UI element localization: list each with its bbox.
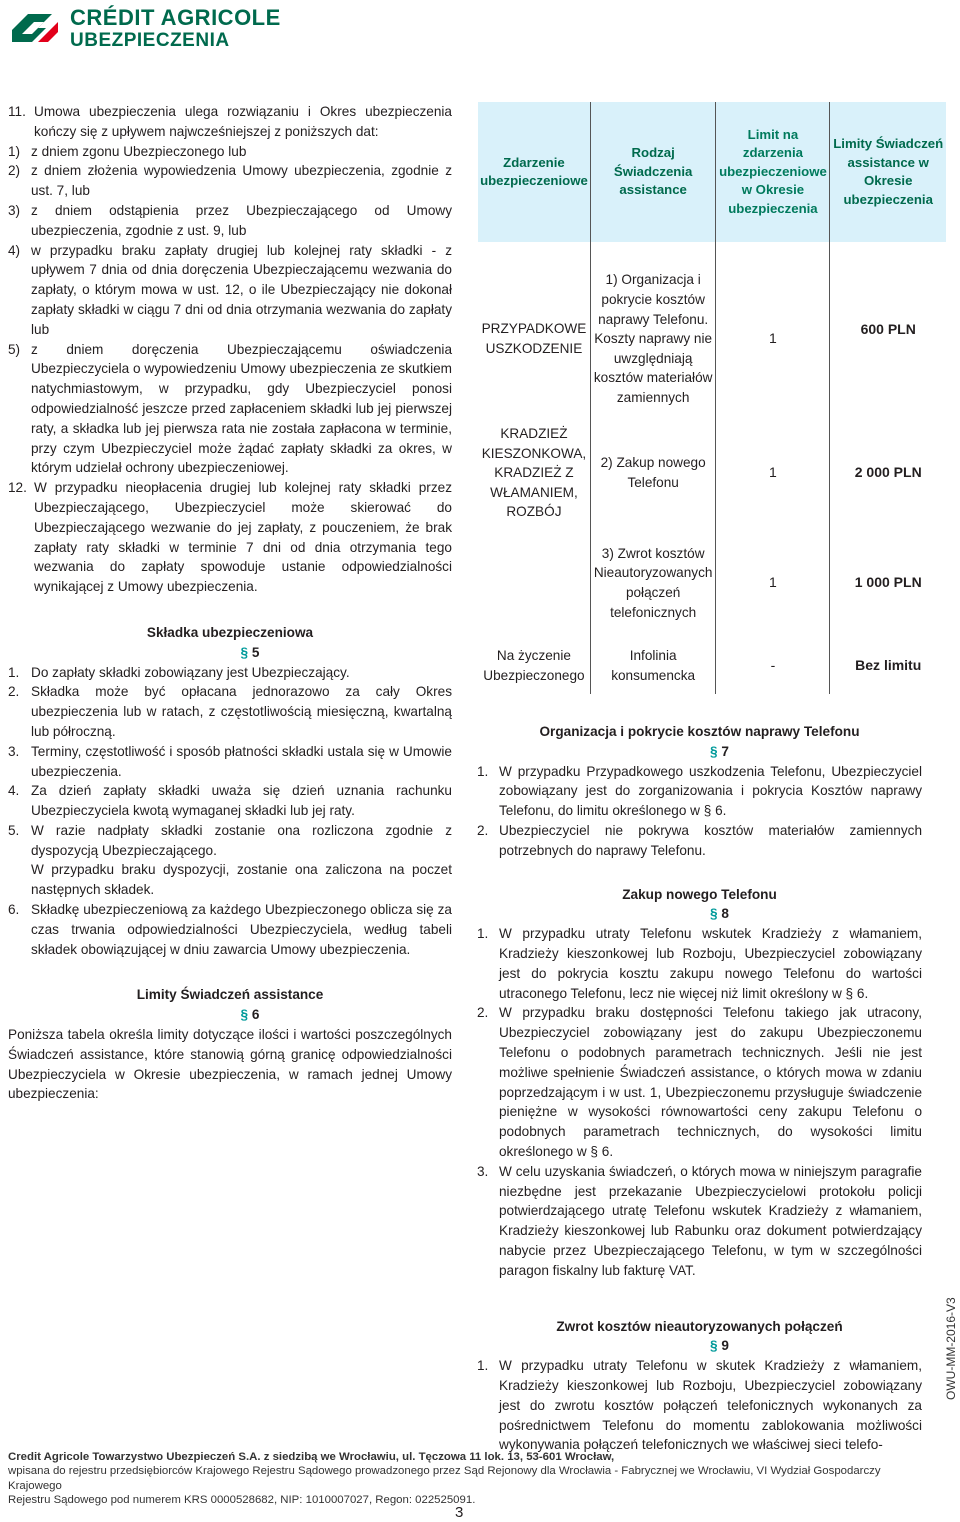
table-row (478, 638, 946, 694)
section-number: 6 (251, 1007, 260, 1023)
item-number: 2. (477, 1005, 489, 1021)
amount-cell: 600 PLN (860, 321, 916, 337)
paragraph-11 (8, 102, 452, 142)
right-column (477, 722, 922, 1455)
item-number: 4) (8, 242, 21, 258)
list-item (477, 924, 922, 1003)
list-item (477, 1162, 922, 1281)
list-item (477, 821, 922, 861)
limit-cell: 1 (716, 528, 830, 638)
item-text: W razie nadpłaty składki zostanie ona rozliczona zgodnie z dyspozycją Ubezpieczającego. (31, 822, 452, 858)
item-number: 1. (477, 926, 489, 942)
list-item (8, 860, 452, 900)
event-cell: Na życzenie Ubezpieczonego (478, 638, 590, 694)
page-number: 3 (455, 1504, 464, 1521)
section-9-number (517, 1336, 922, 1356)
credit-agricole-logo-icon (8, 8, 62, 48)
list-item (477, 762, 922, 821)
service-cell: Infolinia konsumencka (590, 638, 716, 694)
item-text: Ubezpieczyciel nie pokrywa kosztów materiałów zamiennych potrzebnych do naprawy Telefonu. (499, 822, 922, 858)
service-cell: 3) Zwrot kosztów Nieautoryzowanych połączeń telefonicznych (590, 528, 716, 638)
section-5-number (48, 643, 452, 663)
item-text: Do zapłaty składki zobowiązany jest Ubezpieczający. (31, 664, 350, 680)
table-row (478, 260, 946, 418)
item-number: 2. (477, 822, 489, 838)
paragraph-number: 12. (8, 480, 27, 496)
item-text: W celu uzyskania świadczeń, o których mowa w niniejszym paragrafie niezbędne jest przekazanie Ubezpieczycielowi protokołu policji potwierdzającego utratę Telefonu wskutek Kradzieży z włamaniem, Kradzieży kieszonkowej lub Rabunku oraz dokument potwierdzający nabycie przez Ubezpieczającego Telefonu, w tym w szczególności paragon fiskalny lub fakturę VAT. (499, 1163, 922, 1278)
left-column (8, 102, 452, 1104)
footer-registry-line: wpisana do rejestru przedsiębiorców Krajowego Rejestru Sądowego prowadzonego przez Sąd Rejonowy dla Wrocławia - Fabrycznej we Wrocławiu, VI Wydział Gospodarczy Krajowego (8, 1465, 881, 1492)
service-cell: 1) Organizacja i pokrycie kosztów naprawy Telefonu. Koszty naprawy nie uwzględniają kosztów materiałów zamiennych (590, 260, 716, 418)
section-number: 9 (721, 1338, 729, 1354)
section-number: 5 (251, 644, 260, 660)
header-limit-per-event: Limit na zdarzenia ubezpieczeniowe w Okresie ubezpieczenia (716, 102, 830, 242)
list-item (8, 340, 452, 479)
table-spacer-row (478, 242, 946, 260)
section-6-text: Poniższa tabela określa limity dotyczące ilości i wartości poszczególnych Świadczeń assistance, które stanowią górną granicę odpowiedzialności Ubezpieczyciela w Okresie ubezpieczenia, w ramach jednej Umowy ubezpieczenia: (8, 1027, 452, 1102)
item-number: 1) (8, 143, 21, 159)
amount-cell: Bez limitu (855, 657, 922, 674)
section-5-title: Składka ubezpieczeniowa (146, 624, 314, 640)
paragraph-number: 11. (8, 104, 26, 119)
item-number: 4. (8, 783, 20, 799)
paragraph-text: Umowa ubezpieczenia ulega rozwiązaniu i Okres ubezpieczenia kończy się z upływem najwcześniejszej z poniższych dat: (34, 104, 452, 139)
item-number (8, 860, 31, 900)
header-limit-amount: Limity Świadczeń assistance w Okresie ubezpieczenia (830, 102, 946, 242)
item-text: W przypadku utraty Telefonu w skutek Kradzieży z włamaniem, Kradzieży kieszonkowej lub Rozboju, Ubezpieczyciel zobowiązany jest do zwrotu kosztów połączeń telefonicznych wykonanych za pośrednictwem Telefonu do momentu zablokowania możliwości wykonywania połączeń telefonicznych we właściwej sieci telefo- (499, 1358, 922, 1453)
list-item (8, 781, 452, 821)
company-logo (8, 6, 281, 50)
item-text: z dniem zgonu Ubezpieczonego lub (31, 143, 247, 159)
footer-krs-line: Rejestru Sądowego pod numerem KRS 0000528682, NIP: 1010007027, Regon: 022525091. (8, 1494, 476, 1507)
header-service: Rodzaj Świadczenia assistance (590, 102, 716, 242)
paragraph-sign: § (710, 743, 718, 759)
list-item (477, 1003, 922, 1161)
service-cell: 2) Zakup nowego Telefonu (590, 418, 716, 528)
item-text: Składka może być opłacana jednorazowo za cały Okres ubezpieczenia lub w ratach, z częstotliwością miesięczną, kwartalną lub półroczną. (31, 684, 452, 739)
item-text: W przypadku braku dostępności Telefonu takiego jak utracony, Ubezpieczyciel zobowiązany jest do zakupu Ubezpieczonemu Telefonu o podobnych parametrach technicznych. Jeśli nie jest możliwe spełnienie Świadczeń assistance, o których mowa w zdaniu poprzedzającym i w ust. 1, Ubezpieczonemu przysługuje świadczenie pieniężne w wysokości równowartości ceny zakupu Telefonu o podobnych parametrach technicznych, do wysokości limitu określonego w § 6. (499, 1005, 922, 1159)
item-number: 5. (8, 822, 20, 838)
list-item (8, 663, 452, 683)
table-row (478, 528, 946, 638)
list-item (8, 682, 452, 741)
section-7-title: Organizacja i pokrycie kosztów naprawy Telefonu (539, 724, 860, 739)
event-cell: KRADZIEŻ KIESZONKOWA, KRADZIEŻ Z WŁAMANIEM, ROZBÓJ (478, 418, 590, 528)
table-header-row (478, 102, 946, 242)
item-number: 2) (8, 163, 21, 179)
paragraph-sign: § (240, 1007, 249, 1023)
limit-cell: - (716, 638, 830, 694)
document-code: OWU-MM-2016-V3 (944, 1297, 958, 1400)
section-8-number (517, 904, 922, 924)
limit-cell: 1 (716, 418, 830, 528)
list-item (8, 821, 452, 861)
item-number: 3. (477, 1163, 489, 1179)
item-number: 1. (8, 664, 20, 680)
paragraph-sign: § (710, 906, 718, 922)
item-text: W przypadku braku dyspozycji, zostanie ona zaliczona na poczet następnych składek. (31, 862, 452, 898)
item-number: 5) (8, 341, 21, 357)
item-number: 1. (477, 763, 489, 779)
section-6-title: Limity Świadczeń assistance (136, 987, 324, 1003)
limit-cell: 1 (716, 260, 830, 418)
amount-cell: 1 000 PLN (854, 574, 922, 591)
logo-line-2: UBEZPIECZENIA (70, 29, 230, 51)
table-row (478, 418, 946, 528)
section-number: 8 (721, 906, 729, 922)
section-6-number (48, 1005, 452, 1025)
footer-company-line: Credit Agricole Towarzystwo Ubezpieczeń S.A. z siedzibą we Wrocławiu, ul. Tęczowa 11 lok. 13, 53-601 Wrocław, (8, 1451, 615, 1463)
item-text: z dniem odstąpienia przez Ubezpieczającego od Umowy ubezpieczenia, zgodnie z ust. 9, lub (31, 202, 452, 238)
assistance-limits-table (478, 102, 946, 694)
item-number: 2. (8, 684, 20, 700)
header-event: Zdarzenie ubezpieczeniowe (478, 102, 590, 242)
paragraph-sign: § (710, 1338, 718, 1354)
section-9-title: Zwrot kosztów nieautoryzowanych połączeń (556, 1318, 843, 1334)
list-item (8, 201, 452, 241)
item-number: 1. (477, 1358, 489, 1374)
item-text: Składkę ubezpieczeniową za każdego Ubezpieczonego oblicza się za czas trwania odpowiedzialności Ubezpieczyciela, według tabeli składek obowiązującej w dniu zawarcia Umowy ubezpieczenia. (31, 902, 452, 957)
section-7-number (517, 742, 922, 762)
list-item (8, 142, 452, 162)
list-item (8, 161, 452, 201)
paragraph-text: W przypadku nieopłacenia drugiej lub kolejnej raty składki przez Ubezpieczającego, Ubezpieczyciel może skierować do Ubezpieczającego wezwanie do jej zapłaty, z pouczeniem, że brak zapłaty raty składki w terminie 7 dni od dnia otrzymania tego wezwania do zapłaty spowoduje ustanie odpowiedzialności wynikającej z Umowy ubezpieczenia. (34, 480, 452, 595)
amount-cell: 2 000 PLN (854, 464, 922, 481)
item-text: W przypadku utraty Telefonu wskutek Kradzieży z włamaniem, Kradzieży kieszonkowej lub Rozboju, Ubezpieczyciel zobowiązany jest do pokrycia kosztu zakupu nowego Telefonu do wartości utraconego Telefonu, lecz nie więcej niż limit określony w § 6. (499, 926, 922, 1001)
item-text: W przypadku Przypadkowego uszkodzenia Telefonu, Ubezpieczyciel zobowiązany jest do zorganizowania i pokrycia Kosztów naprawy Telefonu, do limitu określonego w § 6. (499, 763, 922, 819)
item-text: Za dzień zapłaty składki uważa się dzień uznania rachunku Ubezpieczyciela kwotą wymaganej składki lub jej raty. (31, 783, 452, 819)
item-text: w przypadku braku zapłaty drugiej lub kolejnej raty składki - z upływem 7 dnia od dnia doręczenia Ubezpieczającemu wezwania do zapłaty, o którym mowa w ust. 12, o ile Ubezpieczający nie dokonał zapłaty składki w ciągu 7 dni od dnia otrzymania wezwania do zapłaty lub (31, 242, 452, 337)
item-number: 6. (8, 902, 20, 918)
list-item (8, 241, 452, 340)
paragraph-sign: § (240, 644, 249, 660)
list-item (8, 742, 452, 782)
item-text: Terminy, częstotliwość i sposób płatności składki ustala się w Umowie ubezpieczenia. (31, 743, 452, 779)
page-footer (8, 1450, 928, 1508)
section-number: 7 (721, 743, 729, 759)
item-text: z dniem doręczenia Ubezpieczającemu oświadczenia Ubezpieczyciela o wypowiedzeniu Umowy ubezpieczenia ze skutkiem natychmiastowym, w przypadku, gdy Ubezpieczyciel ponosi odpowiedzialność jeszcze przed zapłaceniem składki lub jej pierwszej raty, a składka lub jej pierwsza rata nie została zapłacona w terminie, przy czym Ubezpieczyciel może żądać zapłaty składki za okres, w którym udzielał ochrony ubezpieczeniowej. (31, 341, 452, 476)
paragraph-12 (8, 478, 452, 597)
item-number: 3. (8, 743, 20, 759)
item-number: 3) (8, 202, 21, 218)
event-cell: PRZYPADKOWE USZKODZENIE (478, 260, 590, 418)
logo-line-1: CRÉDIT AGRICOLE (70, 4, 281, 30)
section-8-title: Zakup nowego Telefonu (622, 886, 777, 902)
event-cell-empty (478, 528, 590, 638)
list-item (477, 1356, 922, 1455)
item-text: z dniem złożenia wypowiedzenia Umowy ubezpieczenia, zgodnie z ust. 7, lub (31, 163, 452, 199)
list-item (8, 900, 452, 959)
